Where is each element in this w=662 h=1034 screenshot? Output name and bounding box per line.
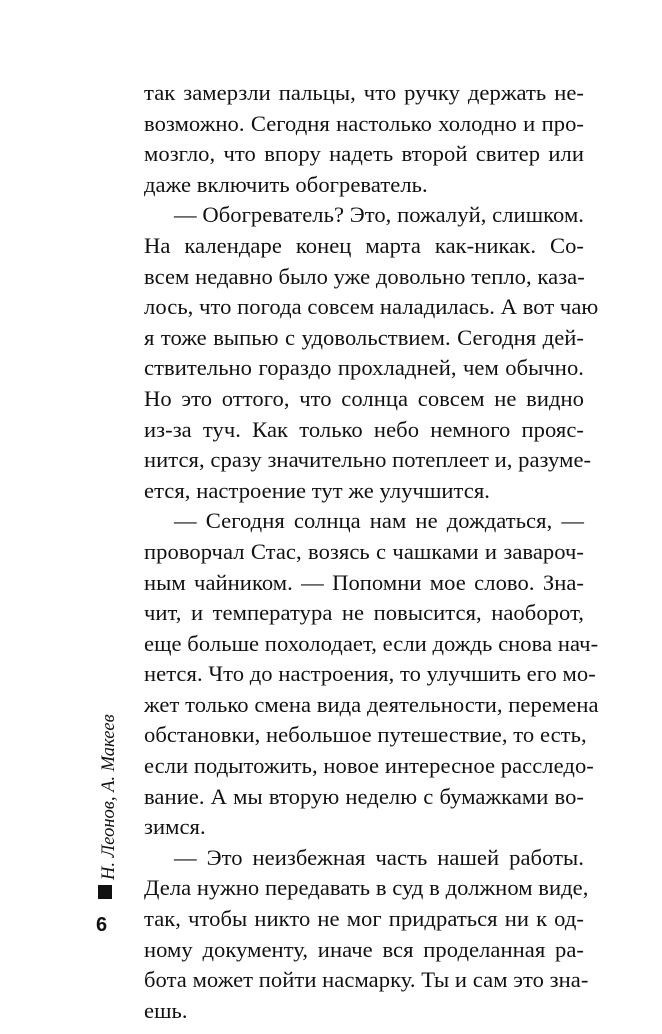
text-line: нится, сразу значительно потеплеет и, разуме- — [144, 447, 592, 473]
text-line: ному документу, иначе вся проделанная ра- — [144, 936, 584, 962]
text-line: ется, настроение тут же улучшится. — [144, 477, 490, 503]
text-line: бота может пойти насмарку. Ты и сам это зна- — [144, 967, 589, 993]
text-line: — Обогреватель? Это, пожалуй, слишком. — [174, 202, 584, 228]
text-line: вание. А мы вторую неделю с бумажками во- — [144, 783, 584, 809]
text-line: ешь. — [144, 997, 188, 1023]
page-marker-square — [98, 885, 112, 899]
text-line: ным чайником. — Попомни мое слово. Зна- — [144, 569, 584, 595]
text-line: так замерзли пальцы, что ручку держать не- — [144, 80, 584, 105]
text-line: обстановки, небольшое путешествие, то есть, — [144, 722, 587, 748]
text-line: Но это оттого, что солнца совсем не видно — [144, 385, 584, 411]
text-line: Дела нужно передавать в суд в должном виде, — [144, 875, 589, 901]
text-line: так, чтобы никто не мог придраться ни к од- — [144, 906, 584, 932]
text-line: лось, что погода совсем наладилась. А вот чаю — [144, 294, 599, 320]
text-line: возможно. Сегодня настолько холодно и про- — [144, 110, 584, 136]
text-line: — Сегодня солнца нам не дождаться, — — [174, 508, 584, 534]
text-line: — Это неизбежная часть нашей работы. — [174, 844, 584, 870]
text-line: зимся. — [144, 814, 206, 840]
page-number: 6 — [96, 914, 108, 936]
text-line: я тоже выпью с удовольствием. Сегодня дей- — [144, 324, 584, 350]
text-line: ствительно гораздо прохладней, чем обычно. — [144, 355, 584, 381]
text-line: мозгло, что впору надеть второй свитер или — [144, 141, 584, 167]
text-line: из-за туч. Как только небо немного прояс- — [144, 416, 584, 442]
text-line: даже включить обогреватель. — [144, 171, 428, 197]
text-line: проворчал Стас, возясь с чашками и завароч- — [144, 538, 584, 564]
running-head: Н. Леонов, А. Макеев — [99, 714, 119, 880]
text-line: жет только смена вида деятельности, перемена — [144, 691, 599, 717]
text-line: если подытожить, новое интересное расследо- — [144, 753, 594, 779]
body-text — [144, 78, 599, 1026]
text-line: нется. Что до настроения, то улучшить его мо- — [144, 661, 596, 687]
text-line: чит, и температура не повысится, наоборот, — [144, 600, 584, 626]
text-line: еще больше похолодает, если дождь снова нач- — [144, 630, 599, 656]
text-line: На календаре конец марта как-никак. Со- — [144, 232, 584, 258]
text-line: всем недавно было уже довольно тепло, каза- — [144, 263, 585, 289]
